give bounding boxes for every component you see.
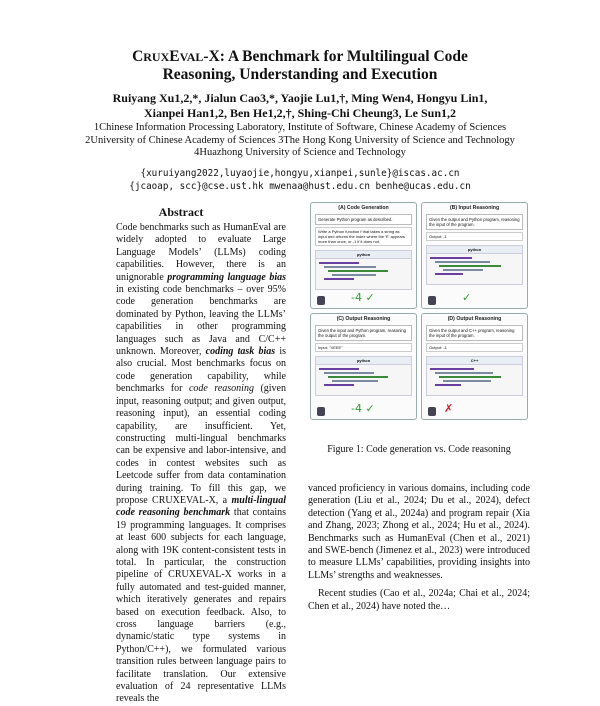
code-line [319,262,359,264]
code-line [439,265,501,267]
panel-output-reasoning-cpp [421,313,528,420]
authors-line-1: Ruiyang Xu1,2,*, Jialun Cao3,*, Yaojie Lu1,†, Ming Wen4, Hongyu Lin1, [112,91,488,105]
robot-icon [428,296,436,305]
email-line-2: {jcaoap, scc}@cse.ust.hk mwenaa@hust.edu.cn benhe@ucas.edu.cn [129,181,471,192]
title-line-2: Reasoning, Understanding and Execution [162,66,438,83]
panel-code-generation [310,202,417,309]
robot-icon [317,407,325,416]
right-column-text [308,483,530,619]
code-line [319,368,359,370]
code-language: python [315,250,412,259]
panel-output-reasoning-python [310,313,417,420]
panel-title: (C) Output Reasoning [336,316,391,322]
code-language: python [426,245,523,254]
panel-input-reasoning [421,202,528,309]
figure-1 [310,202,528,420]
code-block [426,365,523,396]
code-line [435,384,461,386]
panel-io: Output: -1 [426,232,523,241]
author-list [40,91,560,121]
emails [20,167,580,193]
affiliation-line-1: 1Chinese Information Processing Laboratory, Institute of Software, Chinese Academy of Sciences [93,122,507,133]
email-line-1: {xuruiyang2022,luyaojie,hongyu,xianpei,sunle}@iscas.ac.cn [140,168,460,179]
code-line [324,278,354,280]
code-block [315,365,412,396]
abstract-heading: Abstract [158,205,204,219]
code-block [315,259,412,290]
code-line [430,368,474,370]
figure-caption: Figure 1: Code generation vs. Code reasoning [327,444,511,455]
authors-line-2: Xianpei Han1,2, Ben He1,2,†, Shing-Chi Cheung3, Le Sun1,2 [143,106,457,120]
affiliations [20,122,580,160]
check-icon: ✓ [462,291,472,304]
panel-description: Generate Python program as described. [315,214,412,225]
cross-icon: ✗ [444,402,454,415]
code-language: python [315,356,412,365]
panel-io: Input: "XEEE" [315,343,412,352]
code-line [435,372,493,374]
paper-title [40,48,560,84]
robot-icon [428,407,436,416]
abstract-emph-language-bias: programming language bias [167,271,286,283]
code-line [324,384,354,386]
panel-io: Write a Python function f that takes a string as input and returns the index where the 'E' appears more than once, or -1 if it does not. [315,227,412,246]
paragraph: Recent studies (Cao et al., 2024a; Chai et al., 2024; Chen et al., 2024) have noted the… [308,588,530,612]
check-icon: -4 ✓ [351,291,375,304]
code-line [328,270,388,272]
abstract-emph-benchmark: multi-lingual code reasoning benchmark [116,494,286,519]
code-line [435,273,463,275]
code-line [332,380,378,382]
robot-icon [317,296,325,305]
affiliation-line-3: 4Huazhong University of Science and Technology [194,147,406,158]
panel-description: Given the input and Python program, reasoning the output of the program. [315,325,412,341]
code-line [324,372,374,374]
code-line [443,380,491,382]
code-line [435,261,490,263]
paragraph: vanced proficiency in various domains, including code generation (Liu et al., 2024; Du et al., 2024), defect detection (Yang et al., 2024a) and program repair (Xia and Zhang, 2023; Zhong et al., 2024; Hu et al., 2024). Benchmarks such as HumanEval (Chen et al., 2021) and SWE-bench (Jimenez et al., 2023) were introduced to measure LLMs’ capabilities, providing insights into LLMs’ strengths and weaknesses. [308,483,530,581]
panel-description: Given the output and Python program, reasoning the input of the program. [426,214,523,230]
code-block [426,254,523,285]
code-line [439,376,501,378]
code-line [332,274,376,276]
code-line [324,266,376,268]
panel-title: (B) Input Reasoning [449,205,500,211]
code-line [430,257,472,259]
title-line-1: CRUXEVAL-X: A Benchmark for Multilingual Code [132,48,468,65]
code-line [328,376,388,378]
panel-title: (A) Code Generation [338,205,389,211]
code-language: C++ [426,356,523,365]
check-icon: -4 ✓ [351,402,375,415]
panel-io: Output: -1 [426,343,523,352]
abstract-body: Code benchmarks such as HumanEval are widely adopted to evaluate Large Language Models’ (LLMs) coding capabilities. However, there is an unignorable programming language bias in existing code benchmarks – over 95% code generation benchmarks are dominated by Python, leaving the LLMs’ capabilities in other programming languages such as Java and C/C++ unknown. Moreover, coding task bias is also crucial. Most benchmarks focus on code generation capability, while benchmarks for code reasoning (given input, reasoning output; and given output, reasoning input), an essential coding capability, are insufficient. Yet, constructing multi-lingual benchmarks can be expensive and labor-intensive, and codes in contest websites such as Leetcode suffer from data contamination during training. To fill this gap, we propose CRUXEVAL-X, a multi-lingual code reasoning benchmark that contains 19 programming languages. It comprises at least 600 subjects for each language, along with 19K content-consistent tests in total. In particular, the construction pipeline of CRUXEVAL-X works in a fully automated and test-guided manner, which iteratively generates and repairs based on execution feedback. Also, to cross language barriers (e.g., dynamic/static type systems in Python/C++), we formulated various transition rules between language pairs to facilitate translation. Our extensive evaluation of 24 representative LLMs reveals the [116,222,287,705]
affiliation-line-2: 2University of Chinese Academy of Sciences 3The Hong Kong University of Science and Technology [85,134,515,146]
abstract-emph-task-bias: coding task bias [205,346,276,358]
panel-description: Given the output and C++ program, reasoning the input of the program. [426,325,523,341]
code-line [443,269,483,271]
panel-title: (D) Output Reasoning [447,316,502,322]
